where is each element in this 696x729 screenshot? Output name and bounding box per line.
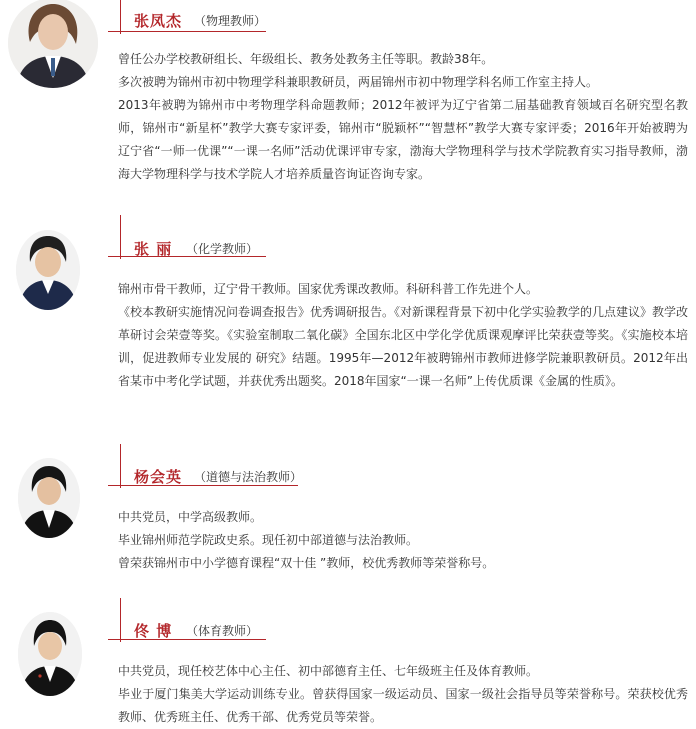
bio-paragraph: 曾荣获锦州市中小学德育课程“双十佳 ”教师，校优秀教师等荣誉称号。: [118, 556, 495, 570]
teacher-subject: （道德与法治教师）: [194, 470, 303, 484]
teacher-bio: [118, 278, 688, 393]
teacher-photo: [18, 612, 82, 696]
teacher-photo: [8, 0, 98, 88]
teacher-photo: [16, 230, 80, 310]
bio-paragraph: 中共党员，现任校艺体中心主任、初中部德育主任、七年级班主任及体育教师。: [118, 664, 539, 678]
bio-paragraph: 毕业于厦门集美大学运动训练专业。曾获得国家一级运动员、国家一级社会指导员等荣誉称号。荣获校优秀教师、优秀班主任、优秀干部、优秀党员等荣誉。: [118, 687, 688, 724]
teacher-subject: （物理教师）: [194, 14, 267, 28]
bio-paragraph: 中共党员，中学高级教师。: [118, 510, 263, 524]
teacher-bio: [118, 660, 688, 729]
bio-paragraph: 锦州市骨干教师，辽宁骨干教师。国家优秀课改教师。科研科普工作先进个人。: [118, 282, 539, 296]
teacher-photo: [18, 458, 80, 538]
teacher-subject: （体育教师）: [186, 624, 259, 638]
bio-paragraph: 毕业锦州师范学院政史系。现任初中部道德与法治教师。: [118, 533, 419, 547]
teacher-name: 张 丽: [134, 240, 173, 258]
bio-paragraph: 2013年被聘为锦州市中考物理学科命题教师；2012年被评为辽宁省第二届基础教育领域百名研究型名教师，锦州市“新星杯”教学大赛专家评委，锦州市“脱颖杯”“智慧杯”教学大赛专家评委；2016年开始被聘为辽宁省“一师一优课”“一课一名师”活动优课评审专家，渤海大学物理科学与技术学院教育实习指导教师，渤海大学物理科学与技术学院人才培养质量咨询证咨询专家。: [118, 98, 688, 181]
teacher-name: 杨会英: [134, 468, 183, 486]
teacher-bio: [118, 48, 688, 186]
bio-paragraph: 多次被聘为锦州市初中物理学科兼职教研员，两届锦州市初中物理学科名师工作室主持人。: [118, 75, 599, 89]
teacher-subject: （化学教师）: [186, 242, 259, 256]
teacher-name: 佟 博: [134, 622, 173, 640]
teacher-name: 张凤杰: [134, 12, 183, 30]
bio-paragraph: 曾任公办学校教研组长、年级组长、教务处教务主任等职。教龄38年。: [118, 52, 494, 66]
teacher-bio: [118, 506, 688, 575]
bio-paragraph: 《校本教研实施情况问卷调查报告》优秀调研报告。《对新课程背景下初中化学实验教学的几点建议》教学改革研讨会荣壹等奖。《实验室制取二氧化碳》全国东北区中学化学优质课观摩评比荣获壹等奖。《实施校本培训，促进教师专业发展的 研究》结题。1995年—2012年被聘锦州市教师进修学院兼职教研员。2012年出省某市中考化学试题，并获优秀出题奖。2018年国家“一课一名师”上传优质课《金属的性质》。: [118, 305, 689, 388]
